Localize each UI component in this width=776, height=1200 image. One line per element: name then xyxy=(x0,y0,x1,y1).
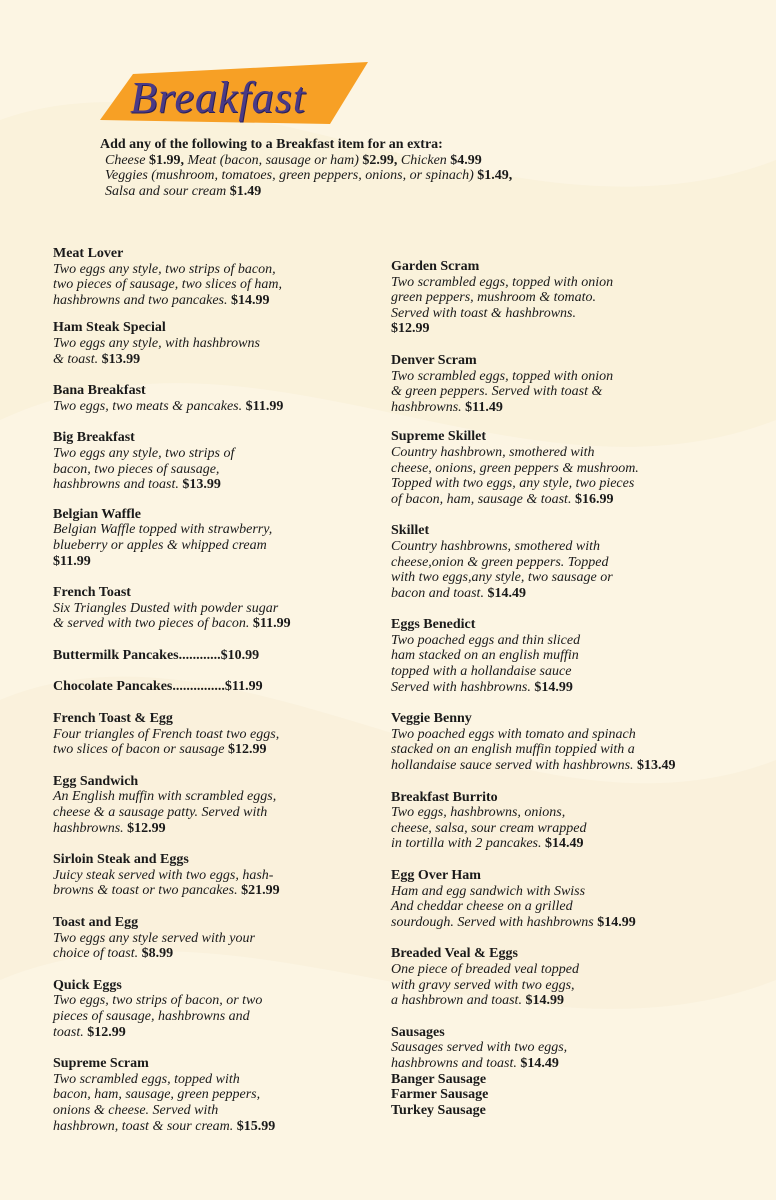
item-description: Two poached eggs with tomato and spinach stacked on an english muffin toppied with a hollandaise sauce served with hashbrowns. xyxy=(391,726,636,774)
addon-price: $1.99, xyxy=(145,152,184,168)
item-price: $13.99 xyxy=(178,477,221,493)
item-description: Two eggs any style, with hashbrowns & toast. xyxy=(53,335,260,367)
menu-item xyxy=(53,679,373,695)
item-name: Ham Steak Special xyxy=(53,320,166,336)
menu-item xyxy=(53,383,373,414)
menu-item xyxy=(391,429,751,507)
item-description: Ham and egg sandwich with Swiss And cheddar cheese on a grilled sourdough. Served with hashbrowns xyxy=(391,883,594,930)
item-description: Two scrambled eggs, topped with onion green peppers, mushroom & tomato. Served with toast & hashbrowns. xyxy=(391,274,614,321)
menu-item xyxy=(391,617,751,695)
item-description: Country hashbrowns, smothered with cheese,onion & green peppers. Topped with two eggs,any style, two sausage or bacon and toast. xyxy=(391,538,613,601)
item-description: Belgian Waffle topped with strawberry, blueberry or apples & whipped cream xyxy=(53,522,273,553)
item-description: Juicy steak served with two eggs, hash- browns & toast or two pancakes. xyxy=(53,867,274,899)
item-name: Belgian Waffle xyxy=(53,506,142,522)
addon-row xyxy=(100,153,512,169)
item-price: $11.99 xyxy=(53,553,91,569)
item-name: Eggs Benedict xyxy=(391,617,476,633)
item-price: $13.99 xyxy=(98,351,141,367)
item-name: Garden Scram xyxy=(391,259,480,274)
item-price: $12.99 xyxy=(123,820,166,836)
addon-price: $4.99 xyxy=(446,152,482,168)
item-description: Sausages served with two eggs, hashbrowns and toast. xyxy=(391,1040,568,1071)
menu-item xyxy=(53,648,373,664)
addon-price: $1.49 xyxy=(226,183,262,199)
menu-item xyxy=(53,774,373,836)
item-description: One piece of breaded veal topped with gravy served with two eggs, a hashbrown and toast. xyxy=(391,961,580,1009)
item-name: Bana Breakfast xyxy=(53,383,146,399)
addon-row xyxy=(100,168,512,184)
addon-name: Salsa and sour cream xyxy=(105,183,227,199)
item-price: $14.49 xyxy=(516,1055,559,1071)
item-price: $16.99 xyxy=(571,491,614,507)
sub-item: Banger Sausage xyxy=(391,1071,487,1087)
item-name: Chocolate Pancakes............... xyxy=(53,679,225,695)
item-price: $14.99 xyxy=(227,292,270,308)
sub-item: Farmer Sausage xyxy=(391,1087,489,1103)
item-description: Two scrambled eggs, topped with bacon, ham, sausage, green peppers, onions & cheese. Served with hashbrown, toast & sour cream. xyxy=(53,1071,261,1134)
menu-item xyxy=(53,585,373,632)
item-description: Two eggs any style, two strips of bacon, two pieces of sausage, hashbrowns and toast. xyxy=(53,445,235,493)
item-name: Egg Sandwich xyxy=(53,773,139,789)
item-name: Veggie Benny xyxy=(391,711,472,727)
menu-column-left xyxy=(53,246,373,1134)
item-name: Breakfast Burrito xyxy=(391,789,498,805)
page-title: Breakfast xyxy=(130,73,306,122)
item-name: French Toast xyxy=(53,585,131,601)
menu-item xyxy=(391,711,751,773)
item-name: Meat Lover xyxy=(53,246,124,261)
item-price: $14.99 xyxy=(521,993,564,1009)
item-description: Two poached eggs and thin sliced ham stacked on an english muffin topped with a hollandaise sauce Served with hashbrowns. xyxy=(391,632,581,695)
item-name: Supreme Scram xyxy=(53,1056,149,1072)
item-description: Two eggs, two meats & pancakes. xyxy=(53,398,243,414)
menu-item xyxy=(391,523,751,601)
item-description: Two eggs any style served with your choice of toast. xyxy=(53,930,255,962)
menu-item xyxy=(53,978,373,1040)
item-description: An English muffin with scrambled eggs, cheese & a sausage patty. Served with hashbrowns. xyxy=(53,789,277,836)
item-name: Supreme Skillet xyxy=(391,429,487,445)
menu-item xyxy=(53,1056,373,1134)
item-price: $11.49 xyxy=(465,399,503,415)
menu-item xyxy=(391,1025,751,1119)
menu-item xyxy=(53,852,373,899)
item-price: $13.49 xyxy=(633,758,676,774)
item-description: Six Triangles Dusted with powder sugar & served with two pieces of bacon. xyxy=(53,600,279,632)
addon-name: Cheese xyxy=(105,152,146,168)
item-name: Egg Over Ham xyxy=(391,868,481,883)
item-price: $14.99 xyxy=(530,679,573,695)
item-description: Two eggs any style, two strips of bacon, two pieces of sausage, two slices of ham, hashbrowns and two pancakes. xyxy=(53,261,283,308)
item-name: Quick Eggs xyxy=(53,977,122,993)
addon-price: $1.49, xyxy=(473,168,513,183)
item-price: $11.99 xyxy=(242,398,284,414)
item-price: $12.99 xyxy=(224,742,267,758)
menu-item xyxy=(391,868,751,930)
item-price: $14.49 xyxy=(483,585,526,601)
item-description: Two scrambled eggs, topped with onion & green peppers. Served with toast & hashbrowns. xyxy=(391,368,614,415)
item-price: $8.99 xyxy=(138,946,174,962)
item-price: $12.99 xyxy=(83,1024,126,1040)
item-price: $21.99 xyxy=(237,883,280,899)
item-price: $14.99 xyxy=(593,914,636,930)
menu-item xyxy=(391,946,751,1008)
sub-item: Turkey Sausage xyxy=(391,1102,486,1118)
menu-item xyxy=(391,353,751,415)
item-price: $14.49 xyxy=(541,836,584,852)
menu-item xyxy=(53,915,373,962)
item-name: Big Breakfast xyxy=(53,430,135,446)
item-name: French Toast & Egg xyxy=(53,711,173,727)
item-price: $15.99 xyxy=(233,1118,276,1134)
item-name: Denver Scram xyxy=(391,352,477,368)
menu-item xyxy=(53,320,373,367)
menu-item xyxy=(53,246,373,308)
item-price: $11.99 xyxy=(224,679,263,695)
menu-item xyxy=(391,259,751,337)
menu-item xyxy=(391,790,751,852)
item-name: Breaded Veal & Eggs xyxy=(391,946,518,962)
item-name: Toast and Egg xyxy=(53,915,139,930)
addon-name: Meat (bacon, sausage or ham) xyxy=(187,152,359,168)
item-name: Skillet xyxy=(391,523,430,539)
item-price: $11.99 xyxy=(249,616,291,632)
menu-item xyxy=(53,507,373,569)
item-price: $10.99 xyxy=(220,647,260,663)
addon-name: Chicken xyxy=(400,152,447,168)
item-description: Four triangles of French toast two eggs, two slices of bacon or sausage xyxy=(53,726,280,758)
item-description: Two eggs, hashbrowns, onions, cheese, salsa, sour cream wrapped in tortilla with 2 pancakes. xyxy=(391,805,587,852)
menu-item xyxy=(53,711,373,758)
item-description: Country hashbrown, smothered with cheese, onions, green peppers & mushroom. Topped with two eggs, any style, two pieces of bacon, ham, sausage & toast. xyxy=(391,444,639,507)
addon-price: $2.99, xyxy=(358,152,398,168)
item-name: Buttermilk Pancakes............ xyxy=(53,647,221,663)
item-name: Sausages xyxy=(391,1024,445,1040)
item-name: Sirloin Steak and Eggs xyxy=(53,852,189,868)
item-description: Two eggs, two strips of bacon, or two pieces of sausage, hashbrowns and toast. xyxy=(53,993,263,1040)
addon-name: Veggies (mushroom, tomatoes, green peppers, onions, or spinach) xyxy=(105,168,474,183)
menu-column-right xyxy=(391,259,751,1118)
addons-intro: Add any of the following to a Breakfast item for an extra: xyxy=(100,137,443,152)
addons-section xyxy=(100,137,512,199)
item-price: $12.99 xyxy=(391,321,430,337)
addon-row xyxy=(100,184,512,200)
menu-item xyxy=(53,430,373,492)
